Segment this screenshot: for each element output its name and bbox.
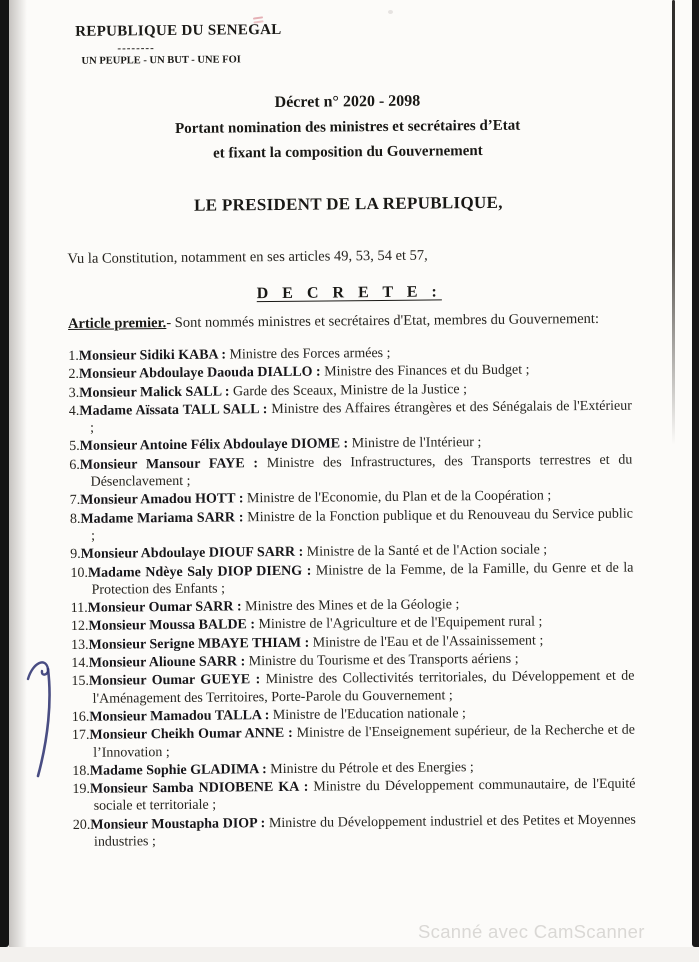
minister-row [70, 559, 633, 599]
minister-number: 16. [71, 709, 90, 725]
minister-name: Monsieur Abdoulaye Daouda DIALLO : [78, 364, 321, 383]
article-premier-text: - Sont nommés ministres et secrétaires d'Etat, membres du Gouvernement: [166, 310, 600, 332]
minister-number: 2. [68, 367, 80, 383]
minister-role: Ministre du Tourisme et des Transports aériens ; [245, 651, 519, 670]
scan-edge-left-shadow [9, 0, 27, 947]
minister-name: Monsieur Alioune SARR : [88, 654, 246, 671]
minister-number: 3. [68, 385, 80, 401]
minister-role: Ministre des Infrastructures, des Transports terrestres et du Désenclavement ; [90, 452, 633, 490]
minister-name: Monsieur Samba NDIOBENE KA : [89, 779, 309, 797]
minister-row [69, 397, 632, 437]
minister-name: Monsieur Abdoulaye DIOUF SARR : [80, 545, 304, 563]
scan-bottom-band [0, 947, 699, 962]
minister-number: 10. [70, 565, 89, 581]
minister-role: Ministre de l'Economie, du Plan et de la Coopération ; [243, 488, 552, 507]
minister-role: Ministre de l'Education nationale ; [269, 706, 466, 724]
minister-name: Monsieur Cheikh Oumar ANNE : [89, 726, 293, 744]
minister-number: 4. [68, 403, 80, 419]
scan-edge-left [0, 0, 9, 947]
document-content [65, 0, 636, 852]
letterhead-divider: -------- [117, 42, 155, 55]
ministers-list [68, 343, 636, 852]
minister-number: 5. [69, 439, 80, 455]
minister-name: Madame Sophie GLADIMA : [89, 761, 267, 779]
minister-role: Ministre de la Santé et de l'Action sociale ; [303, 542, 548, 561]
minister-number: 13. [71, 637, 89, 653]
minister-role: Ministre des Mines et de la Géologie ; [241, 597, 460, 615]
minister-number: 19. [72, 781, 91, 798]
minister-name: Monsieur Mansour FAYE : [79, 455, 259, 473]
visa-line: Vu la Constitution, notamment en ses articles 49, 53, 54 et 57, [67, 247, 428, 268]
minister-role: Ministre de l'Agriculture et de l'Equipement rural ; [254, 614, 543, 633]
decrete-heading: D E C R E T E : [256, 283, 442, 303]
minister-name: Monsieur Oumar SARR : [87, 599, 242, 616]
minister-role: Ministre de l'Enseignement supérieur, de la Recherche et de l’Innovation ; [93, 722, 636, 761]
minister-row [69, 451, 632, 491]
minister-number: 17. [71, 728, 90, 744]
minister-role: Ministre de la Femme, de la Famille, du Genre et de la Protection des Enfants ; [91, 560, 634, 598]
scan-edge-right [692, 0, 699, 947]
minister-name: Monsieur Sidiki KABA : [78, 347, 227, 364]
president-heading: LE PRESIDENT DE LA REPUBLIQUE, [194, 192, 503, 215]
minister-number: 14. [71, 655, 89, 672]
minister-number: 18. [72, 763, 90, 779]
minister-role: Ministre du Pétrole et des Energies ; [266, 759, 474, 777]
minister-number: 12. [70, 619, 89, 635]
article-premier-label: Article premier. [67, 315, 167, 332]
minister-role: Ministre de l'Intérieur ; [348, 435, 482, 452]
minister-row [70, 505, 633, 545]
minister-name: Monsieur Moussa BALDE : [88, 617, 256, 635]
decree-subtitle-line1: Portant nomination des ministres et secrétaires d’Etat [174, 117, 521, 137]
minister-role: Ministre des Forces armées ; [225, 345, 391, 363]
minister-row [71, 668, 634, 708]
minister-name: Monsieur Oumar GUEYE : [88, 672, 261, 690]
letterhead [65, 19, 628, 67]
minister-number: 9. [70, 547, 81, 563]
minister-name: Madame Aïssata TALL SALL : [79, 401, 268, 419]
minister-name: Monsieur Antoine Félix Abdoulaye DIOME : [79, 436, 349, 455]
minister-name: Monsieur Malick SALL : [79, 384, 230, 401]
minister-number: 15. [71, 674, 90, 690]
paper-edge-line [672, 0, 675, 445]
minister-role: Ministre des Collectivités territoriales, du Développement et de l'Aménagement des Territoires, Porte-Parole du Gouvernement ; [92, 668, 635, 707]
minister-name: Monsieur Amadou HOTT : [80, 491, 244, 509]
minister-role: Ministre de l'Eau et de l'Assainissement ; [309, 633, 544, 651]
minister-name: Monsieur Mamadou TALLA : [89, 708, 270, 725]
letterhead-country: REPUBLIQUE DU SENEGAL [75, 21, 282, 40]
article-premier-line [68, 311, 631, 333]
minister-name: Monsieur Moustapha DIOP : [90, 815, 266, 833]
minister-role: Ministre de la Fonction publique et du Renouveau du Service public ; [91, 506, 633, 544]
minister-row [72, 776, 635, 816]
minister-name: Monsieur Serigne MBAYE THIAM : [88, 635, 310, 653]
title-block [66, 91, 630, 164]
minister-name: Madame Mariama SARR : [80, 509, 244, 527]
minister-number: 11. [70, 600, 88, 617]
minister-name: Madame Ndèye Saly DIOP DIENG : [87, 563, 312, 581]
decree-subtitle-line2: et fixant la composition du Gouvernement [213, 143, 483, 162]
minister-role: Garde des Sceaux, Ministre de la Justice ; [229, 381, 468, 400]
minister-role: Ministre des Affaires étrangères et des Sénégalais de l'Extérieur ; [89, 398, 632, 436]
camscanner-watermark: Scanné avec CamScanner [418, 921, 645, 942]
minister-number: 6. [69, 457, 80, 473]
minister-number: 7. [69, 493, 81, 509]
minister-role: Ministre des Finances et du Budget ; [320, 362, 530, 380]
minister-number: 1. [68, 348, 79, 364]
letterhead-motto: UN PEUPLE - UN BUT - UNE FOI [81, 54, 241, 67]
minister-number: 20. [72, 817, 91, 833]
minister-role: Ministre du Développement industriel et des Petites et Moyennes industries ; [93, 812, 636, 850]
minister-row [72, 722, 635, 762]
minister-number: 8. [69, 511, 81, 527]
handwritten-pen-mark [20, 655, 64, 785]
minister-role: Ministre du Développement communautaire, de l'Equité sociale et territoriale ; [93, 776, 636, 815]
decree-number: Décret n° 2020 - 2098 [274, 92, 421, 112]
minister-row [73, 811, 636, 851]
